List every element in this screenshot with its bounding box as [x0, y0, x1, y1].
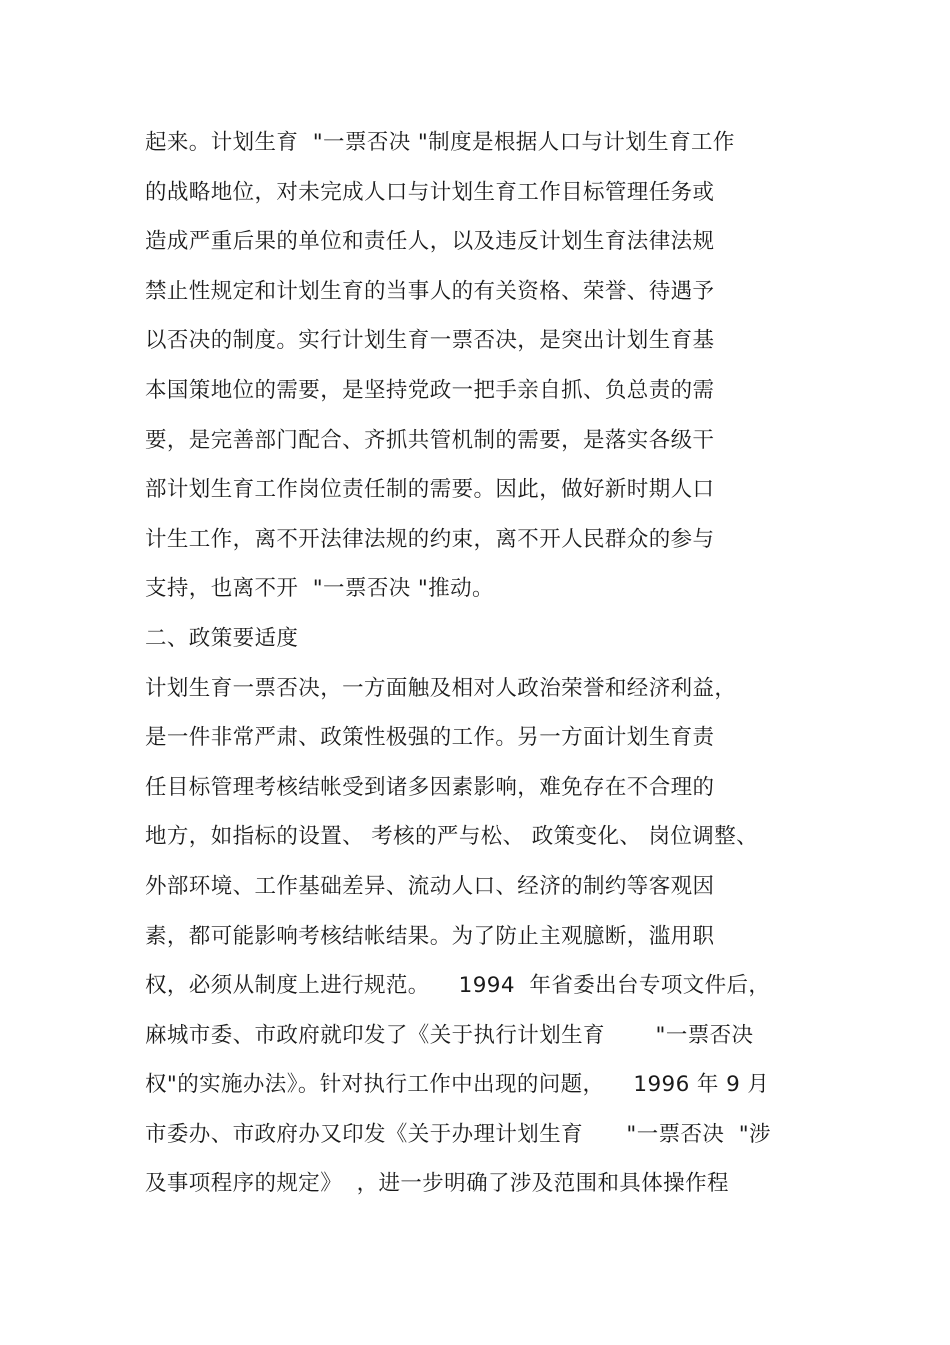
text-line-1: 起来。计划生育 "一票否决 "制度是根据人口与计划生育工作: [145, 130, 735, 155]
text-line-16: 外部环境、工作基础差异、流动人口、经济的制约等客观因: [145, 873, 715, 899]
text-line-2: 的战略地位，对未完成人口与计划生育工作目标管理任务或: [145, 179, 715, 205]
section-heading: 二、政策要适度: [145, 625, 299, 651]
text-line-14: 任目标管理考核结帐受到诸多因素影响，难免存在不合理的: [145, 774, 715, 800]
text-line-5: 以否决的制度。实行计划生育一票否决，是突出计划生育基: [145, 328, 715, 354]
text-line-7: 要，是完善部门配合、齐抓共管机制的需要，是落实各级干: [145, 427, 715, 453]
text-line-8: 部计划生育工作岗位责任制的需要。因此，做好新时期人口: [145, 477, 715, 503]
text-line-18: 权，必须从制度上进行规范。 1994 年省委出台专项文件后，: [145, 973, 771, 999]
text-line-9: 计生工作，离不开法律法规的约束，离不开人民群众的参与: [145, 526, 715, 552]
text-line-20: 权"的实施办法》。针对执行工作中出现的问题， 1996 年 9 月: [145, 1072, 770, 1098]
text-line-4: 禁止性规定和计划生育的当事人的有关资格、荣誉、待遇予: [145, 278, 715, 304]
text-line-22: 及事项程序的规定》 ，进一步明确了涉及范围和具体操作程: [145, 1171, 729, 1197]
text-line-19: 麻城市委、市政府就印发了《关于执行计划生育 "一票否决: [145, 1022, 754, 1048]
text-line-10: 支持，也离不开 "一票否决 "推动。: [145, 576, 494, 602]
text-line-15: 地方，如指标的设置、 考核的严与松、 政策变化、 岗位调整、: [145, 824, 759, 850]
text-line-17: 素，都可能影响考核结帐结果。为了防止主观臆断，滥用职: [145, 923, 715, 949]
text-line-6: 本国策地位的需要，是坚持党政一把手亲自抓、负总责的需: [145, 377, 715, 403]
text-line-13: 是一件非常严肃、政策性极强的工作。另一方面计划生育责: [145, 725, 715, 751]
body-text: [145, 118, 825, 1209]
text-line-21: 市委办、市政府办又印发《关于办理计划生育 "一票否决 "涉: [145, 1121, 771, 1147]
text-line-3: 造成严重后果的单位和责任人，以及违反计划生育法律法规: [145, 229, 715, 255]
text-line-12: 计划生育一票否决，一方面触及相对人政治荣誉和经济利益，: [145, 675, 737, 701]
